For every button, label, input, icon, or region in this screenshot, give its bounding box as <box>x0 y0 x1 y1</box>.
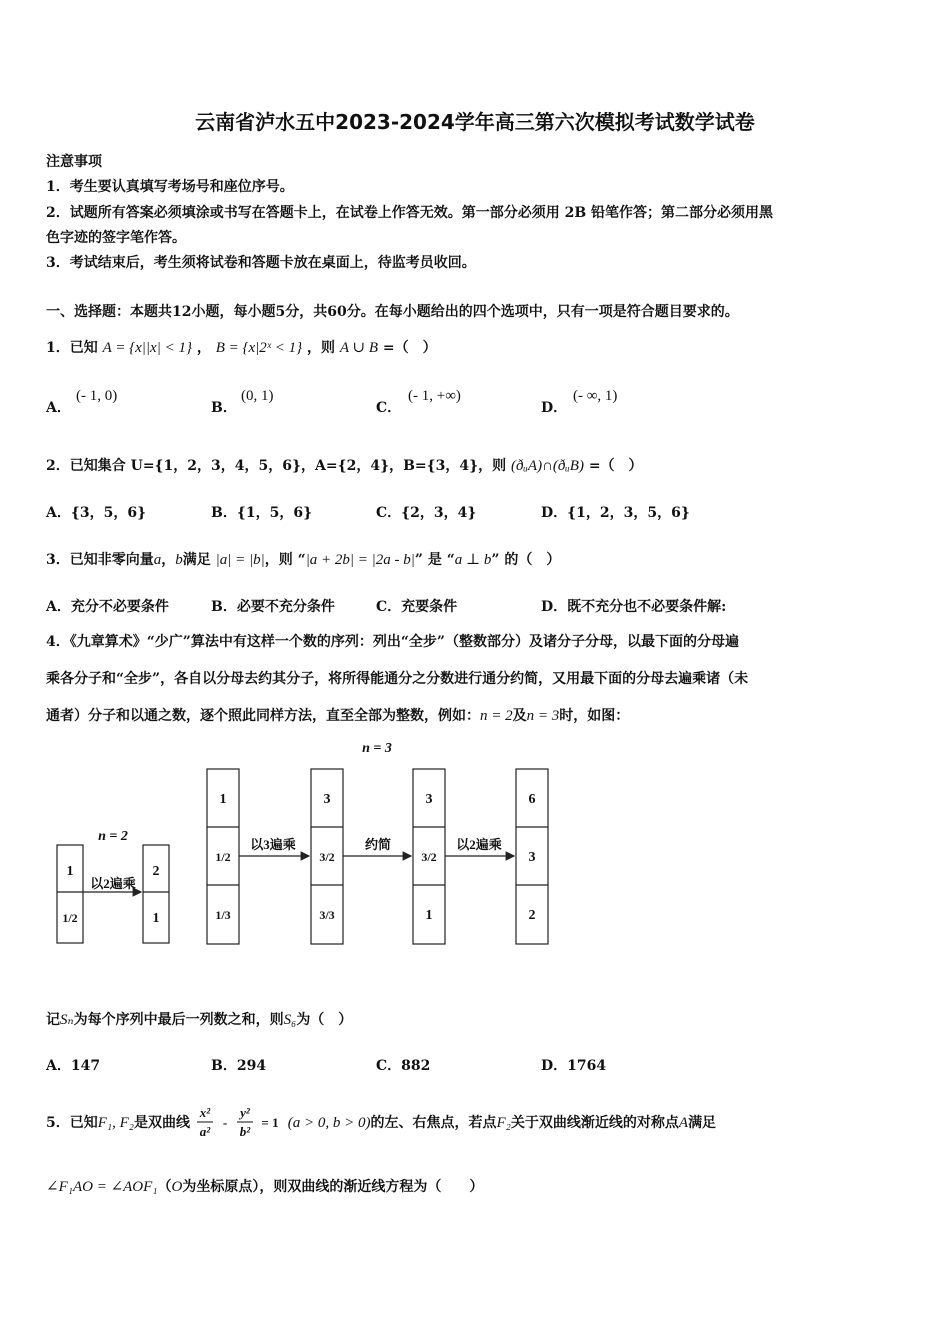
cell: 3/2 <box>421 850 437 864</box>
svg-text:a²: a² <box>199 1124 211 1139</box>
arrow-label: 约简 <box>364 837 392 852</box>
q2-option-a: A．{3，5，6} <box>46 505 147 521</box>
q4-option-c: C．882 <box>376 1058 431 1074</box>
cell: 1/2 <box>62 911 78 925</box>
q1-expr: A ∪ B <box>339 340 378 356</box>
question-4-line: 乘各分子和“全步”，各自以分母去约其分子，将所得能通分之分数进行通分约简，又用最下面的分母去遍乘诸（未 <box>46 671 749 687</box>
q1-set-b: B = {x|2ˣ < 1} <box>215 340 303 356</box>
q1-option-a-value: (- 1, 0) <box>76 388 118 404</box>
q1-option-d-value: (- ∞, 1) <box>573 388 618 404</box>
sequence-diagram <box>0 730 950 990</box>
exam-title: 云南省泸水五中2023-2024学年高三第六次模拟考试数学试卷 <box>195 110 755 134</box>
q2-expr: (ðᵤA)∩(ðᵤB) <box>511 458 584 474</box>
q1-prefix: 1．已知 <box>46 340 98 356</box>
q1-option-b: B． <box>211 400 237 416</box>
question-5: 5．已知F₁, F₂是双曲线 x² a² - y² b² = 1 (a > 0, b > 0)的左、右焦点，若点F₂关于双曲线渐近线的对称点A满足 <box>46 1103 716 1143</box>
q1-option-a: A． <box>46 400 71 416</box>
cell: 3/3 <box>319 908 335 922</box>
svg-text:b²: b² <box>239 1124 251 1139</box>
question-4-stem: 记Sₙ为每个序列中最后一列数之和，则S₆为（ ） <box>46 1012 353 1028</box>
q4-option-b: B．294 <box>211 1058 267 1074</box>
hyperbola-fraction <box>195 1103 283 1143</box>
svg-text:y²: y² <box>240 1105 250 1120</box>
q4-option-a: A．147 <box>46 1058 101 1074</box>
notice-item: 2．试题所有答案必须填涂或书写在答题卡上，在试卷上作答无效。第一部分必须用 2B 铅笔作答；第二部分必须用黑 <box>46 205 774 221</box>
question-4-line: 通者）分子和以通之数，逐个照此同样方法，直至全部为整数，例如：n = 2及n = 3时，如图： <box>46 708 630 724</box>
q4-option-d: D．1764 <box>541 1058 607 1074</box>
cell: 1 <box>219 792 227 807</box>
cell: 1 <box>152 911 160 926</box>
section-heading: 一、选择题：本题共12小题，每小题5分，共60分。在每小题给出的四个选项中，只有一项是符合题目要求的。 <box>46 304 739 320</box>
q1-comma: ， <box>196 340 211 356</box>
question-4-line: 4．《九章算术》“少广”算法中有这样一个数的序列：列出“全步”（整数部分）及诸分子分母，以最下面的分母遍 <box>46 634 739 650</box>
q1-set-a: A = {x||x| < 1} <box>102 340 192 356</box>
q2-option-d: D．{1，2，3，5，6} <box>541 505 690 521</box>
q1-option-b-value: (0, 1) <box>241 388 274 404</box>
cell: 1 <box>425 908 433 923</box>
cell: 1/3 <box>215 908 231 922</box>
q1-mid: ，则 <box>307 340 335 356</box>
n2-label: n = 2 <box>98 829 128 844</box>
svg-text:x²: x² <box>199 1105 211 1120</box>
cell: 1/2 <box>215 850 231 864</box>
q1-option-c-value: (- 1, +∞) <box>408 388 461 404</box>
arrow-label: 以2遍乘 <box>456 837 502 852</box>
q3-option-d: D．既不充分也不必要条件解: <box>541 599 727 615</box>
notice-item: 1．考生要认真填写考场号和座位序号。 <box>46 179 294 195</box>
cell: 2 <box>528 908 536 923</box>
cell: 2 <box>152 864 160 879</box>
notice-item: 色字迹的签字笔作答。 <box>46 230 186 246</box>
cell: 3 <box>425 792 433 807</box>
q1-option-c: C． <box>376 400 402 416</box>
q3-option-a: A．充分不必要条件 <box>46 599 169 615</box>
q2-option-c: C．{2，3，4} <box>376 505 477 521</box>
q1-suffix: =（ ） <box>382 340 437 356</box>
arrow-label: 以2遍乘 <box>90 876 136 891</box>
cell: 3 <box>528 850 536 865</box>
notice-heading: 注意事项 <box>46 154 102 170</box>
question-3: 3．已知非零向量a，b满足 |a| = |b|，则 “|a + 2b| = |2a - b|” 是 “a ⊥ b” 的（ ） <box>46 552 561 568</box>
q3-condition: |a| = |b| <box>215 552 265 568</box>
n3-label: n = 3 <box>362 741 392 756</box>
question-2: 2．已知集合 U={1，2，3，4，5，6}，A={2，4}，B={3，4}，则 (ðᵤA)∩(ðᵤB) =（ ） <box>46 458 643 474</box>
cell: 3 <box>323 792 331 807</box>
notice-item: 3．考试结束后，考生须将试卷和答题卡放在桌面上，待监考员收回。 <box>46 255 476 271</box>
question-1 <box>46 338 437 358</box>
question-5-line2: ∠F₁AO = ∠AOF₁（O为坐标原点），则双曲线的渐近线方程为（ ） <box>46 1179 484 1195</box>
svg-text:-: - <box>222 1115 228 1130</box>
cell: 6 <box>528 792 536 807</box>
q2-option-b: B．{1，5，6} <box>211 505 313 521</box>
arrow-label: 以3遍乘 <box>250 837 296 852</box>
cell: 3/2 <box>319 850 335 864</box>
q1-option-d: D． <box>541 400 568 416</box>
q3-option-c: C．充要条件 <box>376 599 458 615</box>
cell: 1 <box>66 864 74 879</box>
svg-text:= 1: = 1 <box>261 1115 279 1130</box>
q3-option-b: B．必要不充分条件 <box>211 599 335 615</box>
